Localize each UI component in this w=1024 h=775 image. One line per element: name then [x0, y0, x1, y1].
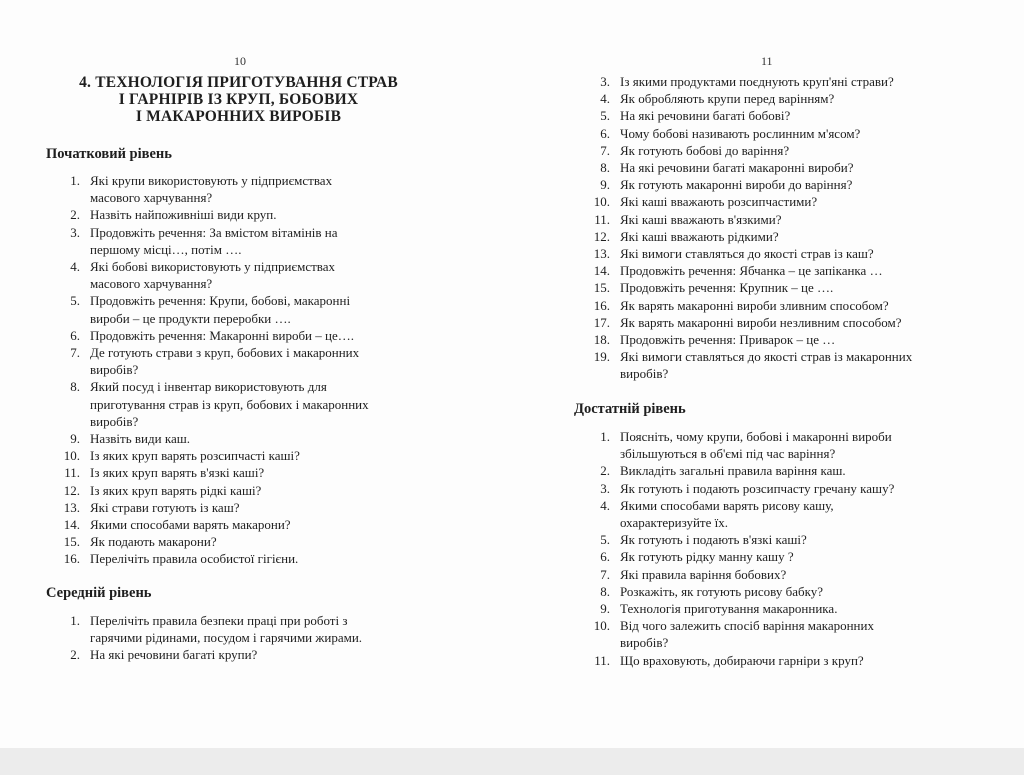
- question-text-line: масового харчування?: [90, 276, 213, 292]
- page-number: 11: [761, 54, 773, 68]
- question-text-line: виробів?: [620, 366, 669, 382]
- question-item: [574, 462, 974, 479]
- question-item: [46, 482, 446, 499]
- question-text-line: Перелічіть правила особистої гігієни.: [90, 551, 299, 567]
- question-number: 5.: [70, 293, 80, 309]
- section-heading-sufficient: Достатній рівень: [574, 401, 686, 417]
- question-item: [46, 464, 446, 481]
- question-number: 7.: [70, 345, 80, 361]
- question-text-line: Що враховують, добираючи гарніри з круп?: [620, 652, 864, 668]
- question-text-line: Продовжіть речення: Приварок – це …: [620, 332, 836, 348]
- question-text-line: Чому бобові називають рослинним м'ясом?: [620, 125, 861, 141]
- question-text-line: Які бобові використовують у підприємствах: [90, 259, 336, 275]
- question-text-line: Який посуд і інвентар використовують для: [90, 379, 327, 395]
- question-number: 4.: [600, 91, 610, 107]
- question-number: 5.: [600, 532, 610, 548]
- question-list-sufficient: [574, 428, 974, 669]
- question-number: 11.: [64, 465, 80, 481]
- question-text-line: Як подають макарони?: [90, 534, 217, 550]
- chapter-title-line: І ГАРНІРІВ ІЗ КРУП, БОБОВИХ: [118, 91, 359, 108]
- question-item: [46, 344, 446, 378]
- question-text-line: Від чого залежить спосіб варіння макаронних: [620, 618, 874, 634]
- chapter-title-line: 4. ТЕХНОЛОГІЯ ПРИГОТУВАННЯ СТРАВ: [79, 74, 398, 91]
- question-number: 10.: [63, 448, 80, 464]
- question-number: 14.: [63, 517, 80, 533]
- question-text-line: Якими способами варять рисову кашу,: [620, 497, 834, 513]
- question-number: 12.: [63, 482, 80, 498]
- question-item: [46, 612, 446, 646]
- scan-bottom-edge: [0, 748, 1024, 775]
- question-text-line: Які вимоги ставляться до якості страв із макаронних: [620, 349, 913, 365]
- question-text-line: Які правила варіння бобових?: [620, 566, 787, 582]
- question-text-line: Як готують рідку манну кашу ?: [620, 549, 794, 565]
- question-item: [46, 447, 446, 464]
- question-text-line: Як готують і подають розсипчасту гречану кашу?: [620, 480, 895, 496]
- question-number: 1.: [70, 613, 80, 628]
- question-item: [574, 566, 974, 583]
- question-number: 16.: [63, 551, 80, 567]
- question-item: [574, 652, 974, 669]
- question-text-line: гарячими рідинами, посудом і гарячими жирами.: [90, 630, 363, 646]
- question-number: 4.: [70, 259, 80, 275]
- question-item: [574, 176, 974, 193]
- question-item: [574, 480, 974, 497]
- question-text-line: Продовжіть речення: Крупи, бобові, макаронні: [90, 293, 351, 309]
- question-number: 6.: [600, 549, 610, 565]
- question-text-line: виробів?: [620, 635, 669, 651]
- question-item: [574, 600, 974, 617]
- question-text-line: Із яких круп варять рідкі каші?: [90, 482, 262, 498]
- question-text-line: Назвіть види каш.: [90, 431, 190, 447]
- question-number: 5.: [600, 108, 610, 124]
- question-text-line: Перелічіть правила безпеки праці при роботі з: [90, 613, 348, 628]
- question-number: 6.: [600, 125, 610, 141]
- question-item: [46, 206, 446, 223]
- question-text-line: Продовжіть речення: Макаронні вироби – це….: [90, 327, 354, 343]
- question-text-line: Які крупи використовують у підприємствах: [90, 173, 333, 188]
- question-text-line: На які речовини багаті крупи?: [90, 647, 258, 663]
- question-number: 9.: [70, 431, 80, 447]
- question-item: [574, 125, 974, 142]
- question-text-line: Продовжіть речення: Крупник – це ….: [620, 280, 834, 296]
- question-number: 14.: [593, 263, 610, 279]
- question-item: [574, 262, 974, 279]
- question-number: 8.: [70, 379, 80, 395]
- question-number: 12.: [593, 228, 610, 244]
- question-number: 8.: [600, 583, 610, 599]
- question-number: 18.: [593, 332, 610, 348]
- question-item: [46, 292, 446, 326]
- question-text-line: Як обробляють крупи перед варінням?: [620, 91, 835, 107]
- question-text-line: Які каші вважають розсипчастими?: [620, 194, 818, 210]
- question-number: 15.: [63, 534, 80, 550]
- question-text-line: На які речовини багаті бобові?: [620, 108, 791, 124]
- question-text-line: Із яких круп варять в'язкі каші?: [90, 465, 265, 481]
- question-text-line: Якими способами варять макарони?: [90, 517, 291, 533]
- question-number: 10.: [593, 194, 610, 210]
- question-list-initial: [46, 172, 446, 568]
- question-text-line: вироби – це продукти переробки ….: [90, 310, 291, 326]
- question-item: [574, 107, 974, 124]
- question-text-line: збільшуються в об'ємі під час варіння?: [620, 446, 836, 462]
- question-item: [46, 378, 446, 430]
- question-number: 17.: [593, 314, 610, 330]
- section-heading-initial: Початковий рівень: [46, 146, 172, 162]
- question-text-line: Які каші вважають рідкими?: [620, 228, 779, 244]
- question-item: [574, 548, 974, 565]
- question-number: 1.: [600, 429, 610, 444]
- question-number: 11.: [594, 652, 610, 668]
- question-text-line: охарактеризуйте їх.: [620, 515, 728, 531]
- question-item: [574, 297, 974, 314]
- page-number: 10: [234, 54, 246, 68]
- question-text-line: Із якими продуктами поєднують круп'яні страви?: [620, 74, 894, 89]
- section-heading-middle: Середній рівень: [46, 585, 152, 601]
- question-number: 2.: [600, 463, 610, 479]
- question-number: 13.: [63, 499, 80, 515]
- question-item: [46, 224, 446, 258]
- question-text-line: Які страви готують із каш?: [90, 499, 240, 515]
- question-item: [574, 142, 974, 159]
- question-number: 3.: [600, 480, 610, 496]
- question-item: [46, 533, 446, 550]
- question-text-line: Із яких круп варять розсипчасті каші?: [90, 448, 300, 464]
- question-text-line: масового харчування?: [90, 190, 213, 206]
- question-text-line: Як варять макаронні вироби зливним способом?: [620, 297, 889, 313]
- question-text-line: Які вимоги ставляться до якості страв із каш?: [620, 246, 874, 262]
- question-item: [574, 90, 974, 107]
- question-number: 7.: [600, 566, 610, 582]
- question-item: [574, 159, 974, 176]
- question-text-line: На які речовини багаті макаронні вироби?: [620, 160, 854, 176]
- question-number: 16.: [593, 297, 610, 313]
- question-number: 19.: [593, 349, 610, 365]
- question-item: [46, 327, 446, 344]
- question-text-line: Як готують макаронні вироби до варіння?: [620, 177, 853, 193]
- question-text-line: Продовжіть речення: Ябчанка – це запіканка …: [620, 263, 883, 279]
- question-text-line: Які каші вважають в'язкими?: [620, 211, 782, 227]
- question-text-line: Де готують страви з круп, бобових і макаронних: [90, 345, 360, 361]
- question-item: [574, 211, 974, 228]
- question-number: 2.: [70, 647, 80, 663]
- question-item: [574, 193, 974, 210]
- question-text-line: Продовжіть речення: За вмістом вітамінів на: [90, 224, 338, 240]
- question-item: [46, 550, 446, 567]
- question-number: 2.: [70, 207, 80, 223]
- question-text-line: Як варять макаронні вироби незливним способом?: [620, 314, 902, 330]
- question-number: 3.: [600, 74, 610, 89]
- question-item: [574, 428, 974, 462]
- question-item: [574, 348, 974, 382]
- question-text-line: Назвіть найпоживніші види круп.: [90, 207, 277, 223]
- question-number: 6.: [70, 327, 80, 343]
- question-text-line: Технологія приготування макаронника.: [620, 601, 838, 617]
- question-item: [46, 258, 446, 292]
- question-item: [46, 430, 446, 447]
- question-item: [574, 279, 974, 296]
- question-item: [574, 73, 974, 90]
- question-text-line: Як готують бобові до варіння?: [620, 142, 790, 158]
- chapter-title-line: І МАКАРОННИХ ВИРОБІВ: [135, 108, 342, 125]
- question-number: 11.: [594, 211, 610, 227]
- question-item: [574, 331, 974, 348]
- question-item: [574, 228, 974, 245]
- question-item: [574, 617, 974, 651]
- question-text-line: Розкажіть, як готують рисову бабку?: [620, 583, 823, 599]
- question-text-line: першому місці…, потім ….: [90, 241, 242, 257]
- question-number: 1.: [70, 173, 80, 188]
- question-text-line: приготування страв із круп, бобових і макаронних: [90, 396, 369, 412]
- question-item: [46, 516, 446, 533]
- question-item: [46, 499, 446, 516]
- question-item: [46, 646, 446, 663]
- question-item: [574, 314, 974, 331]
- question-item: [574, 497, 974, 531]
- question-text-line: Як готують і подають в'язкі каші?: [620, 532, 807, 548]
- question-number: 4.: [600, 497, 610, 513]
- question-number: 9.: [600, 601, 610, 617]
- question-item: [46, 172, 446, 206]
- question-text-line: Поясніть, чому крупи, бобові і макаронні вироби: [620, 429, 892, 444]
- question-number: 3.: [70, 224, 80, 240]
- question-text-line: Викладіть загальні правила варіння каш.: [620, 463, 846, 479]
- question-number: 8.: [600, 160, 610, 176]
- question-number: 13.: [593, 246, 610, 262]
- question-list-middle: [46, 612, 446, 664]
- question-number: 10.: [593, 618, 610, 634]
- question-item: [574, 583, 974, 600]
- question-number: 15.: [593, 280, 610, 296]
- chapter-title: [46, 74, 431, 125]
- question-number: 7.: [600, 142, 610, 158]
- question-item: [574, 531, 974, 548]
- question-number: 9.: [600, 177, 610, 193]
- question-text-line: виробів?: [90, 413, 139, 429]
- question-item: [574, 245, 974, 262]
- question-list-middle-continued: [574, 73, 974, 383]
- question-text-line: виробів?: [90, 362, 139, 378]
